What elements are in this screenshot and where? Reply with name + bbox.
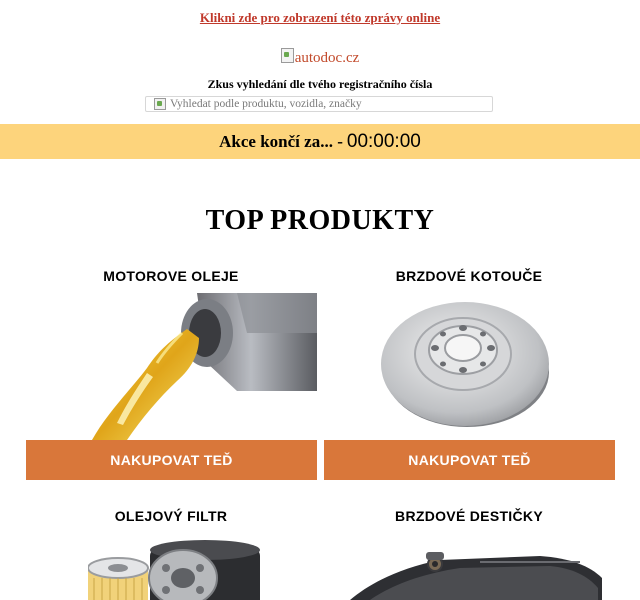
search-icon	[154, 98, 166, 110]
brake-pads-image[interactable]	[340, 548, 610, 600]
logo-alt-text: autodoc.cz	[294, 50, 360, 66]
shop-now-button-motor-oil[interactable]: NAKUPOVAT TEĎ	[26, 440, 317, 480]
promo-label: Akce končí za... -	[219, 131, 343, 151]
search-placeholder: Vyhledat podle produktu, vozidla, značky	[170, 98, 362, 110]
product-title-oil-filter: OLEJOVÝ FILTR	[114, 508, 228, 524]
section-title: TOP PRODUKTY	[205, 205, 435, 236]
oil-filter-image[interactable]	[88, 538, 268, 600]
countdown-timer: 00:00:00	[346, 130, 421, 152]
product-title-motor-oil: MOTOROVE OLEJE	[103, 268, 239, 284]
autodoc-logo[interactable]	[0, 48, 640, 67]
broken-image-icon	[281, 48, 294, 63]
product-title-brake-discs: BRZDOVÉ KOTOUČE	[395, 268, 543, 284]
product-title-brake-pads: BRZDOVÉ DESTIČKY	[395, 508, 543, 524]
motor-oil-image[interactable]	[87, 293, 317, 440]
promo-countdown-bar	[0, 124, 640, 159]
view-online-link[interactable]: Klikni zde pro zobrazení této zprávy online	[199, 10, 441, 25]
search-input[interactable]	[145, 96, 493, 112]
brake-disc-image[interactable]	[375, 292, 555, 432]
shop-now-button-brake-discs[interactable]: NAKUPOVAT TEĎ	[324, 440, 615, 480]
registration-search-prompt: Zkus vyhledání dle tvého registračního čísla	[207, 77, 433, 91]
